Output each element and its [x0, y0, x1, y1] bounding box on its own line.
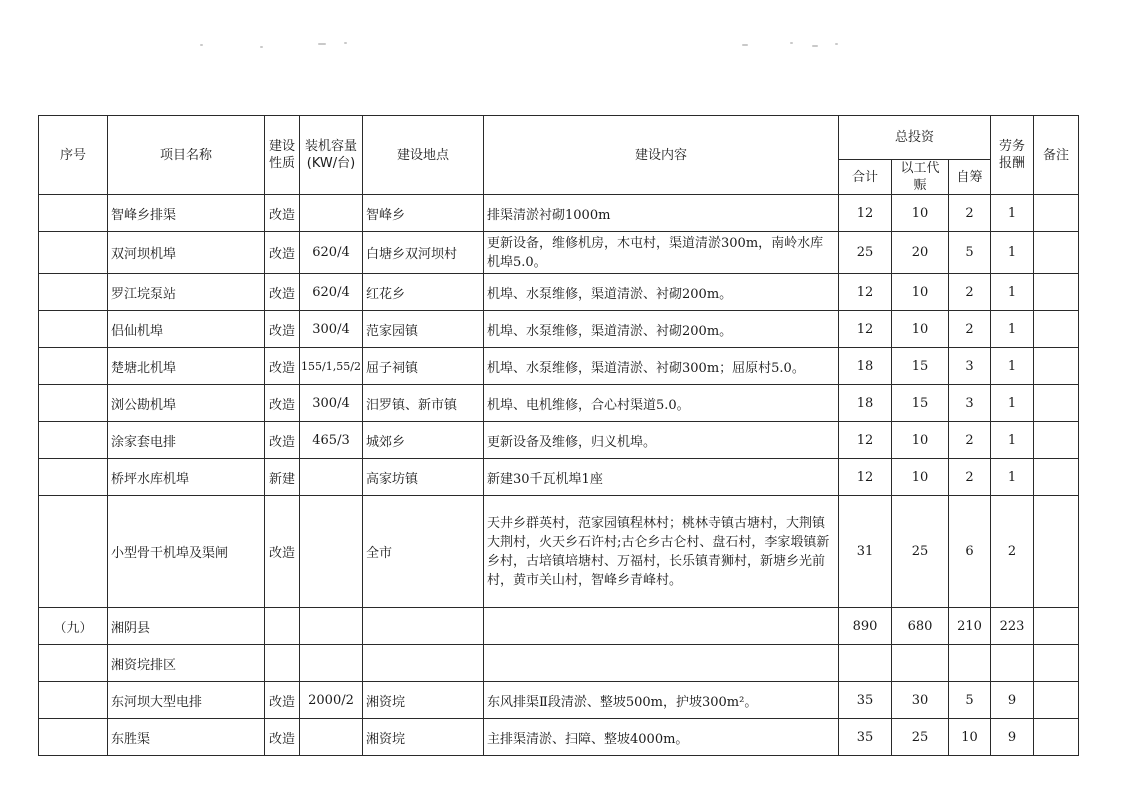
cell-self-funded: 10: [949, 719, 991, 756]
cell-location: 全市: [363, 496, 484, 608]
cell-self-funded: 210: [949, 608, 991, 645]
cell-name: 智峰乡排渠: [108, 195, 265, 232]
cell-capacity: [300, 195, 363, 232]
cell-nature: [265, 645, 300, 682]
cell-work-relief: 20: [892, 232, 949, 274]
cell-labor-pay: 1: [991, 348, 1034, 385]
cell-self-funded: 2: [949, 311, 991, 348]
cell-seq: [39, 195, 108, 232]
scan-artifacts: [0, 40, 1121, 52]
cell-sum: 12: [839, 195, 892, 232]
cell-capacity: [300, 645, 363, 682]
cell-nature: 改造: [265, 232, 300, 274]
cell-self-funded: 6: [949, 496, 991, 608]
cell-work-relief: 15: [892, 348, 949, 385]
cell-nature: 改造: [265, 348, 300, 385]
cell-remarks: [1034, 608, 1079, 645]
cell-capacity: 155/1,55/2: [300, 348, 363, 385]
cell-work-relief: 10: [892, 195, 949, 232]
table-row: [39, 682, 1079, 719]
header-name: 项目名称: [108, 116, 265, 195]
table-row-county: [39, 608, 1079, 645]
cell-work-relief: 680: [892, 608, 949, 645]
cell-labor-pay: 1: [991, 195, 1034, 232]
cell-capacity: [300, 608, 363, 645]
cell-self-funded: 2: [949, 274, 991, 311]
cell-content: 机埠、水泵维修，渠道清淤、衬砌300m；屈原村5.0。: [484, 348, 839, 385]
cell-capacity: 620/4: [300, 274, 363, 311]
cell-capacity: [300, 496, 363, 608]
cell-labor-pay: 1: [991, 274, 1034, 311]
cell-sum: 12: [839, 311, 892, 348]
cell-remarks: [1034, 682, 1079, 719]
cell-work-relief: 10: [892, 459, 949, 496]
cell-sum: 35: [839, 682, 892, 719]
cell-nature: 改造: [265, 195, 300, 232]
cell-name: 楚塘北机埠: [108, 348, 265, 385]
header-remarks: 备注: [1034, 116, 1079, 195]
cell-name: 东胜渠: [108, 719, 265, 756]
table-row: [39, 311, 1079, 348]
cell-sum: 35: [839, 719, 892, 756]
header-total-investment: 总投资: [839, 116, 991, 160]
cell-name: 侣仙机埠: [108, 311, 265, 348]
table-row-district: [39, 645, 1079, 682]
cell-name: 东河坝大型电排: [108, 682, 265, 719]
cell-remarks: [1034, 459, 1079, 496]
cell-location: 红花乡: [363, 274, 484, 311]
cell-sum: [839, 645, 892, 682]
cell-content: 新建30千瓦机埠1座: [484, 459, 839, 496]
cell-labor-pay: 1: [991, 311, 1034, 348]
cell-remarks: [1034, 232, 1079, 274]
cell-remarks: [1034, 274, 1079, 311]
cell-work-relief: 15: [892, 385, 949, 422]
cell-content: 机埠、电机维修，合心村渠道5.0。: [484, 385, 839, 422]
cell-work-relief: 10: [892, 311, 949, 348]
header-content: 建设内容: [484, 116, 839, 195]
cell-location: 屈子祠镇: [363, 348, 484, 385]
header-labor-pay: 劳务报酬: [991, 116, 1034, 195]
cell-name: 罗江垸泵站: [108, 274, 265, 311]
cell-sum: 12: [839, 422, 892, 459]
cell-content: 机埠、水泵维修，渠道清淤、衬砌200m。: [484, 311, 839, 348]
cell-remarks: [1034, 311, 1079, 348]
cell-work-relief: 10: [892, 274, 949, 311]
cell-seq: [39, 459, 108, 496]
cell-location: 城郊乡: [363, 422, 484, 459]
cell-capacity: 2000/2: [300, 682, 363, 719]
cell-capacity: 300/4: [300, 385, 363, 422]
cell-sum: 25: [839, 232, 892, 274]
table-row: [39, 274, 1079, 311]
cell-nature: 改造: [265, 496, 300, 608]
cell-sum: 890: [839, 608, 892, 645]
cell-name: 湘资垸排区: [108, 645, 265, 682]
cell-remarks: [1034, 422, 1079, 459]
cell-nature: [265, 608, 300, 645]
header-row-1: [39, 116, 1079, 160]
cell-location: 白塘乡双河坝村: [363, 232, 484, 274]
table-row: [39, 385, 1079, 422]
header-self-funded: 自筹: [949, 160, 991, 195]
cell-self-funded: 2: [949, 422, 991, 459]
cell-remarks: [1034, 385, 1079, 422]
cell-content: 更新设备及维修，归义机埠。: [484, 422, 839, 459]
cell-location: 范家园镇: [363, 311, 484, 348]
cell-capacity: 620/4: [300, 232, 363, 274]
cell-seq: [39, 422, 108, 459]
cell-sum: 31: [839, 496, 892, 608]
cell-seq: [39, 311, 108, 348]
investment-table: [38, 115, 1079, 756]
cell-sum: 18: [839, 385, 892, 422]
cell-location: [363, 608, 484, 645]
header-capacity: [300, 116, 363, 195]
table-row: [39, 422, 1079, 459]
cell-seq: [39, 645, 108, 682]
cell-self-funded: 5: [949, 682, 991, 719]
cell-labor-pay: [991, 645, 1034, 682]
cell-seq: [39, 719, 108, 756]
cell-remarks: [1034, 645, 1079, 682]
cell-self-funded: 2: [949, 195, 991, 232]
cell-name: 浏公勘机埠: [108, 385, 265, 422]
cell-self-funded: 5: [949, 232, 991, 274]
cell-work-relief: [892, 645, 949, 682]
cell-nature: 新建: [265, 459, 300, 496]
header-location: 建设地点: [363, 116, 484, 195]
cell-content: 天井乡群英村，范家园镇程林村；桃林寺镇古塘村，大荆镇大荆村，火天乡石许村;古仑乡古仑村、盘石村，李家塅镇新乡村，古培镇培塘村、万福村，长乐镇青狮村，新塘乡光前村，黄市关山村，智峰乡青峰村。: [484, 496, 839, 608]
cell-location: 湘资垸: [363, 682, 484, 719]
cell-self-funded: 3: [949, 348, 991, 385]
cell-name: 双河坝机埠: [108, 232, 265, 274]
cell-location: [363, 645, 484, 682]
cell-labor-pay: 9: [991, 719, 1034, 756]
header-capacity-line1: 装机容量: [304, 139, 357, 154]
cell-name: 湘阴县: [108, 608, 265, 645]
cell-labor-pay: 2: [991, 496, 1034, 608]
table-row: [39, 348, 1079, 385]
cell-sum: 18: [839, 348, 892, 385]
cell-seq: [39, 274, 108, 311]
cell-name: 桥坪水库机埠: [108, 459, 265, 496]
cell-content: [484, 608, 839, 645]
cell-self-funded: 2: [949, 459, 991, 496]
cell-location: 汨罗镇、新市镇: [363, 385, 484, 422]
cell-content: [484, 645, 839, 682]
cell-labor-pay: 9: [991, 682, 1034, 719]
table-row: [39, 459, 1079, 496]
cell-self-funded: 3: [949, 385, 991, 422]
header-work-relief: 以工代赈: [892, 160, 949, 195]
cell-nature: 改造: [265, 422, 300, 459]
cell-nature: 改造: [265, 719, 300, 756]
cell-labor-pay: 223: [991, 608, 1034, 645]
cell-content: 主排渠清淤、扫障、整坡4000m。: [484, 719, 839, 756]
cell-sum: 12: [839, 459, 892, 496]
table-row: [39, 496, 1079, 608]
cell-nature: 改造: [265, 274, 300, 311]
header-capacity-line2: (KW/台): [306, 156, 356, 171]
cell-remarks: [1034, 496, 1079, 608]
cell-content: 排渠清淤衬砌1000m: [484, 195, 839, 232]
cell-seq: [39, 385, 108, 422]
cell-work-relief: 25: [892, 496, 949, 608]
cell-labor-pay: 1: [991, 232, 1034, 274]
cell-capacity: 465/3: [300, 422, 363, 459]
table-row: [39, 232, 1079, 274]
cell-capacity: [300, 719, 363, 756]
cell-name: 小型骨干机埠及渠闸: [108, 496, 265, 608]
cell-sum: 12: [839, 274, 892, 311]
cell-content: 更新设备，维修机房，木屯村，渠道清淤300m，南岭水库机埠5.0。: [484, 232, 839, 274]
cell-name: 涂家套电排: [108, 422, 265, 459]
cell-nature: 改造: [265, 682, 300, 719]
cell-seq: [39, 496, 108, 608]
cell-location: 湘资垸: [363, 719, 484, 756]
cell-content: 机埠、水泵维修，渠道清淤、衬砌200m。: [484, 274, 839, 311]
cell-location: 高家坊镇: [363, 459, 484, 496]
cell-remarks: [1034, 195, 1079, 232]
cell-nature: 改造: [265, 385, 300, 422]
cell-work-relief: 30: [892, 682, 949, 719]
table-row: [39, 719, 1079, 756]
cell-seq: [39, 348, 108, 385]
cell-self-funded: [949, 645, 991, 682]
cell-work-relief: 25: [892, 719, 949, 756]
cell-labor-pay: 1: [991, 385, 1034, 422]
cell-seq: （九）: [39, 608, 108, 645]
cell-nature: 改造: [265, 311, 300, 348]
cell-seq: [39, 232, 108, 274]
cell-capacity: [300, 459, 363, 496]
cell-remarks: [1034, 348, 1079, 385]
cell-labor-pay: 1: [991, 422, 1034, 459]
header-nature: 建设性质: [265, 116, 300, 195]
header-sum: 合计: [839, 160, 892, 195]
cell-remarks: [1034, 719, 1079, 756]
cell-location: 智峰乡: [363, 195, 484, 232]
cell-seq: [39, 682, 108, 719]
header-seq: 序号: [39, 116, 108, 195]
cell-labor-pay: 1: [991, 459, 1034, 496]
cell-content: 东风排渠Ⅱ段清淤、整坡500m，护坡300m²。: [484, 682, 839, 719]
table-row: [39, 195, 1079, 232]
cell-capacity: 300/4: [300, 311, 363, 348]
cell-work-relief: 10: [892, 422, 949, 459]
